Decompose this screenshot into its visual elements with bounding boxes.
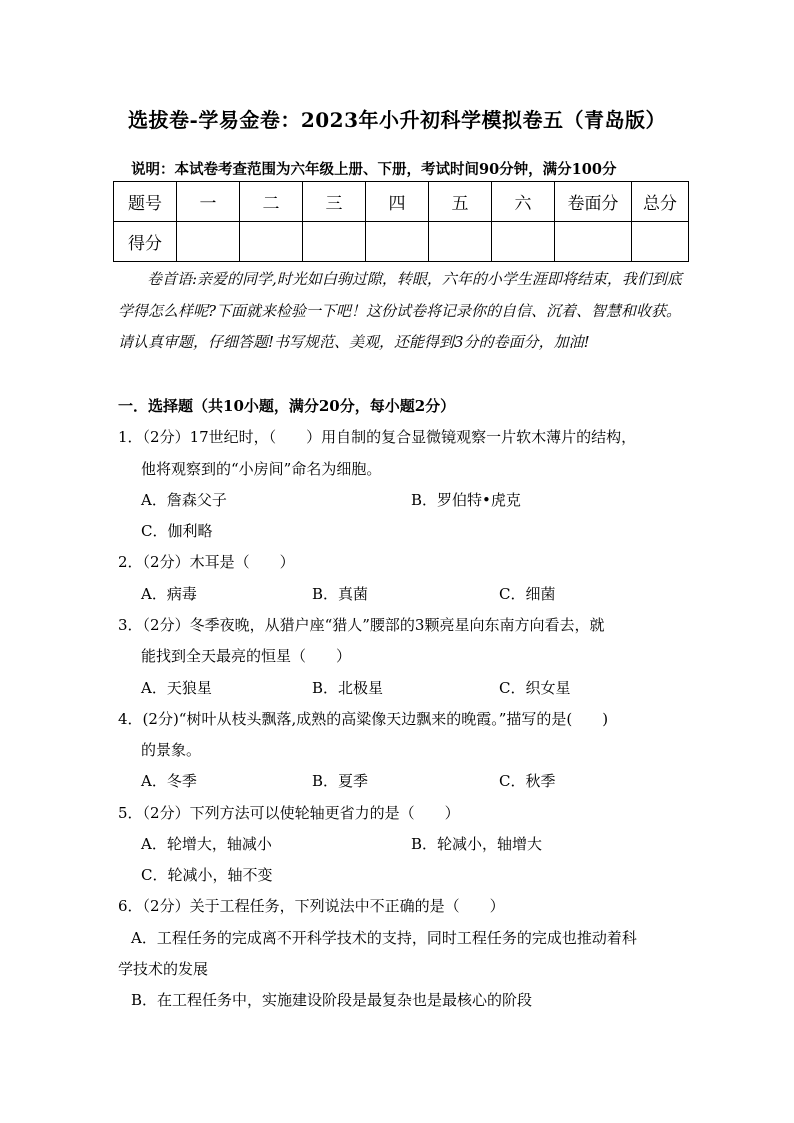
section-heading: 一．选择题（共10小题，满分20分，每小题2分）	[118, 397, 456, 415]
question-6-option-a-cont[interactable]: 学技术的发展	[118, 960, 209, 978]
score-cell[interactable]	[303, 222, 366, 262]
exam-note: 说明：本试卷考查范围为六年级上册、下册，考试时间90分钟，满分100分	[131, 161, 617, 178]
question-4-text: 4．(2分)“树叶从枝头飘落,成熟的高粱像天边飘来的晚霞。”描写的是( )	[118, 710, 609, 728]
score-table	[113, 181, 689, 262]
score-header-cell: 总分	[632, 182, 689, 222]
question-6-option-b[interactable]: B．在工程任务中，实施建设阶段是最复杂也是最核心的阶段	[131, 991, 533, 1009]
score-row-label: 得分	[114, 222, 177, 262]
score-header-cell: 三	[303, 182, 366, 222]
question-3-text-cont: 能找到全天最亮的恒星（ ）	[141, 647, 352, 665]
score-cell[interactable]	[555, 222, 632, 262]
question-4-option-b[interactable]: B．夏季	[312, 772, 369, 790]
score-cell[interactable]	[492, 222, 555, 262]
score-header-cell: 四	[366, 182, 429, 222]
question-5-text: 5．（2分）下列方法可以使轮轴更省力的是（ ）	[118, 804, 460, 822]
question-6-text: 6．（2分）关于工程任务，下列说法中不正确的是（ ）	[118, 897, 505, 915]
question-2-option-b[interactable]: B．真菌	[312, 585, 369, 603]
question-5-option-c[interactable]: C．轮减小，轴不变	[141, 866, 273, 884]
score-header-cell: 卷面分	[555, 182, 632, 222]
question-3-option-b[interactable]: B．北极星	[312, 679, 384, 697]
question-3-option-c[interactable]: C．织女星	[499, 679, 571, 697]
question-6-option-a[interactable]: A．工程任务的完成离不开科学技术的支持，同时工程任务的完成也推动着科	[131, 929, 637, 947]
preface-paragraph: 卷首语:亲爱的同学,时光如白驹过隙，转眼，六年的小学生涯即将结束，我们到底学得怎么样呢?下面就来检验一下吧！这份试卷将记录你的自信、沉着、智慧和收获。请认真审题，仔细答题!书写规范、美观，还能得到3分的卷面分，加油!	[118, 270, 682, 351]
score-table-header-row	[114, 182, 689, 222]
question-2-option-a[interactable]: A．病毒	[141, 585, 197, 603]
score-header-cell: 题号	[114, 182, 177, 222]
question-1-option-b[interactable]: B．罗伯特•虎克	[411, 491, 521, 509]
question-4-text-cont: 的景象。	[141, 741, 202, 759]
question-2-option-c[interactable]: C．细菌	[499, 585, 556, 603]
question-5-option-a[interactable]: A．轮增大，轴减小	[141, 835, 272, 853]
question-3-option-a[interactable]: A．天狼星	[141, 679, 212, 697]
score-cell[interactable]	[632, 222, 689, 262]
question-4-option-a[interactable]: A．冬季	[141, 772, 197, 790]
score-header-cell: 六	[492, 182, 555, 222]
score-cell[interactable]	[240, 222, 303, 262]
score-cell[interactable]	[429, 222, 492, 262]
question-4-option-c[interactable]: C．秋季	[499, 772, 556, 790]
score-header-cell: 二	[240, 182, 303, 222]
question-1-option-a[interactable]: A．詹森父子	[141, 491, 227, 509]
score-table-score-row	[114, 222, 689, 262]
score-cell[interactable]	[366, 222, 429, 262]
question-5-option-b[interactable]: B．轮减小，轴增大	[411, 835, 543, 853]
score-header-cell: 一	[177, 182, 240, 222]
score-header-cell: 五	[429, 182, 492, 222]
question-2-text: 2．（2分）木耳是（ ）	[118, 553, 295, 571]
question-1-option-c[interactable]: C．伽利略	[141, 522, 213, 540]
question-3-text: 3．（2分）冬季夜晚，从猎户座“猎人”腰部的3颗亮星向东南方向看去，就	[118, 616, 605, 634]
question-1-text: 1．（2分）17世纪时，（ ）用自制的复合显微镜观察一片软木薄片的结构，	[118, 428, 637, 446]
question-1-text-cont: 他将观察到的“小房间”命名为细胞。	[141, 460, 382, 478]
score-cell[interactable]	[177, 222, 240, 262]
exam-title: 选拔卷-学易金卷：2023年小升初科学模拟卷五（青岛版）	[128, 108, 666, 132]
